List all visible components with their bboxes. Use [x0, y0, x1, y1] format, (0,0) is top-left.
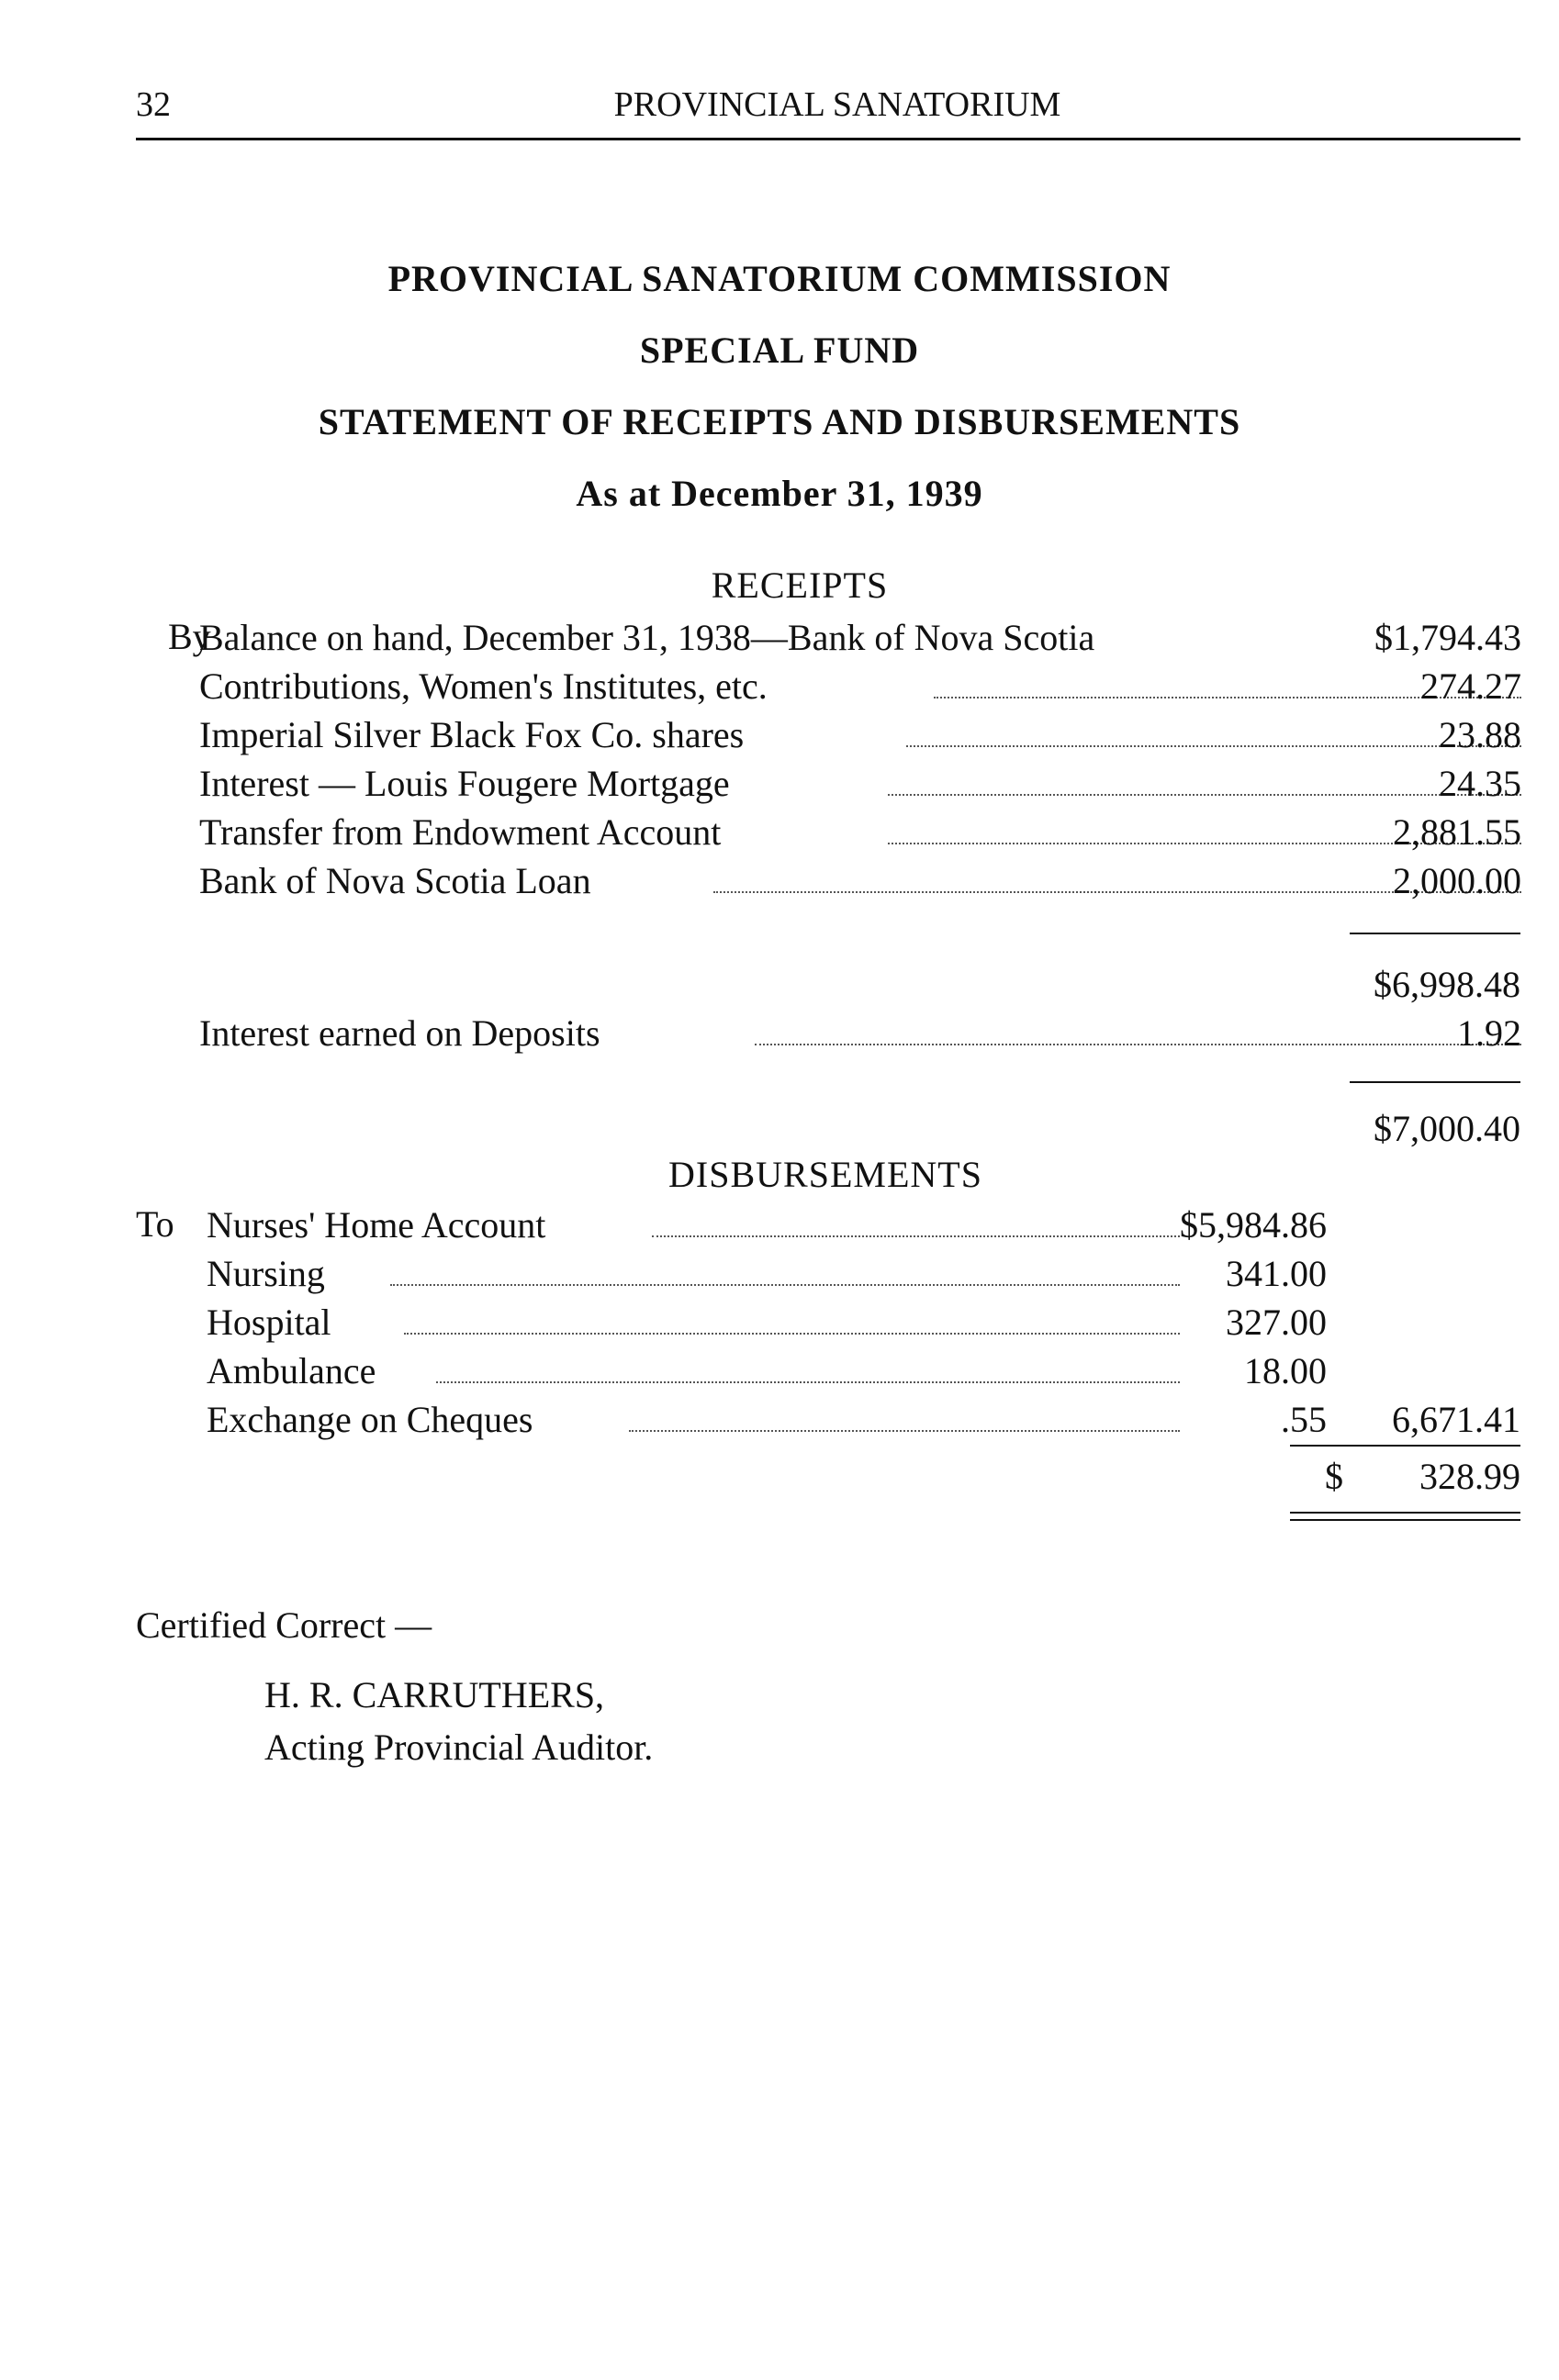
receipts-total: $7,000.40	[1374, 1108, 1520, 1149]
running-title: PROVINCIAL SANATORIUM	[613, 85, 1061, 124]
leader-dots	[629, 1397, 1180, 1432]
disbursement-label: Nursing	[207, 1253, 325, 1294]
double-rule-bottom	[1290, 1519, 1520, 1521]
receipt-label: Imperial Silver Black Fox Co. shares	[199, 714, 745, 755]
receipt-amount: 2,881.55	[1393, 811, 1521, 853]
header-rule	[136, 138, 1520, 140]
title-commission: PROVINCIAL SANATORIUM COMMISSION	[387, 258, 1172, 299]
disbursement-row	[207, 1300, 1327, 1346]
receipt-label: Balance on hand, December 31, 1938—Bank of Nova Scotia	[199, 617, 1095, 658]
receipt-amount: 274.27	[1420, 665, 1521, 707]
disbursement-label: Hospital	[207, 1302, 331, 1343]
receipt-label: Contributions, Women's Institutes, etc.	[199, 665, 768, 707]
leader-dots	[436, 1348, 1180, 1383]
leader-dots	[888, 761, 1521, 796]
receipts-total-rule	[1350, 1081, 1520, 1083]
receipts-total-row	[1285, 1106, 1520, 1152]
leader-dots	[404, 1300, 1180, 1335]
receipt-amount: 2,000.00	[1393, 860, 1521, 901]
disbursement-row	[207, 1397, 1327, 1443]
interest-label: Interest earned on Deposits	[199, 1012, 600, 1054]
interest-row	[199, 1011, 1521, 1056]
balance-symbol: $	[1325, 1456, 1343, 1497]
auditor-name: H. R. CARRUTHERS,	[264, 1674, 605, 1715]
receipts-heading: RECEIPTS	[711, 564, 889, 606]
receipt-row	[199, 810, 1521, 855]
balance-rule	[1290, 1445, 1520, 1447]
disbursement-amount: $5,984.86	[1180, 1204, 1327, 1246]
auditor-title: Acting Provincial Auditor.	[264, 1726, 654, 1768]
interest-amount: 1.92	[1457, 1012, 1521, 1054]
receipt-row	[199, 615, 1521, 661]
receipt-amount: 24.35	[1439, 763, 1521, 804]
title-statement: STATEMENT OF RECEIPTS AND DISBURSEMENTS	[318, 401, 1241, 442]
receipt-row	[199, 664, 1521, 710]
receipts-subtotal-rule	[1350, 933, 1520, 934]
receipt-row	[199, 712, 1521, 758]
receipts-subtotal: $6,998.48	[1374, 964, 1520, 1005]
disbursements-total-row	[1331, 1397, 1520, 1443]
title-fund: SPECIAL FUND	[639, 330, 920, 371]
disbursement-amount: .55	[1281, 1399, 1327, 1440]
disbursements-total: 6,671.41	[1392, 1399, 1520, 1440]
receipt-amount: 23.88	[1439, 714, 1521, 755]
receipt-row	[199, 761, 1521, 807]
leader-dots	[652, 1202, 1180, 1237]
disbursement-amount: 327.00	[1226, 1302, 1327, 1343]
disbursements-prefix: To	[136, 1203, 174, 1245]
leader-dots	[906, 712, 1521, 747]
disbursement-row	[207, 1202, 1327, 1248]
disbursement-label: Exchange on Cheques	[207, 1399, 533, 1440]
receipt-label: Interest — Louis Fougere Mortgage	[199, 763, 730, 804]
certified-correct: Certified Correct —	[136, 1604, 432, 1646]
balance-row	[1290, 1454, 1520, 1500]
receipt-amount: $1,794.43	[1374, 617, 1521, 658]
receipts-subtotal-row	[1285, 962, 1520, 1008]
disbursements-heading: DISBURSEMENTS	[668, 1154, 982, 1195]
disbursement-label: Ambulance	[207, 1350, 376, 1391]
double-rule-top	[1290, 1512, 1520, 1514]
receipt-row	[199, 858, 1521, 904]
disbursement-amount: 18.00	[1244, 1350, 1327, 1391]
leader-dots	[755, 1011, 1521, 1045]
receipt-label: Bank of Nova Scotia Loan	[199, 860, 591, 901]
disbursement-label: Nurses' Home Account	[207, 1204, 546, 1246]
balance-amount: 328.99	[1419, 1456, 1520, 1497]
disbursement-row	[207, 1251, 1327, 1297]
title-date: As at December 31, 1939	[576, 473, 983, 514]
disbursement-row	[207, 1348, 1327, 1394]
receipts-prefix: By	[168, 616, 211, 657]
disbursement-amount: 341.00	[1226, 1253, 1327, 1294]
page-number: 32	[136, 85, 171, 124]
leader-dots	[390, 1251, 1180, 1286]
receipt-label: Transfer from Endowment Account	[199, 811, 722, 853]
